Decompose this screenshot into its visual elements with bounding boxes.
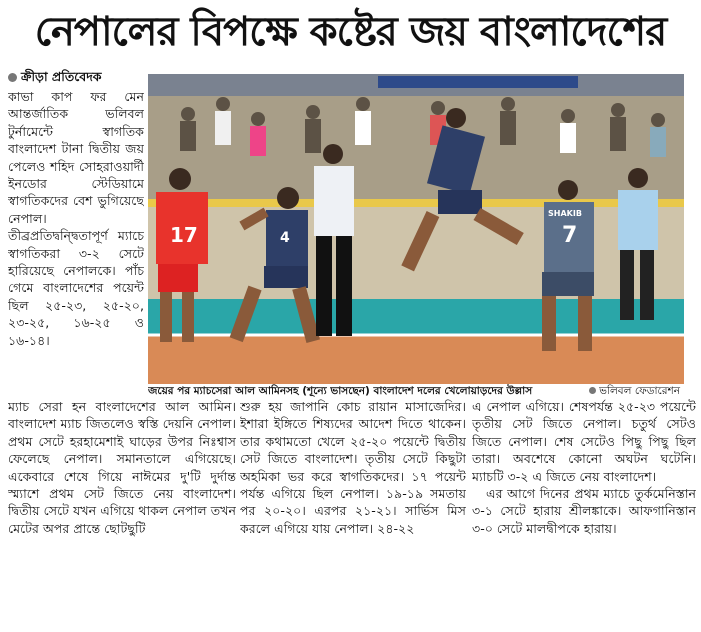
- article-paragraph: এ নেপাল এগিয়ে। শেষপর্যন্ত ২৫-২৩ পয়েন্টে তৃতীয় সেট জিতে নেপাল। চতুর্থ সেটও জিতে নেপাল। শেষ সেটেও পিছু পিছু ছিল তারা। অবশেষে কোনো অঘটন ঘটেনি। ম্যাচটি ৩-২ এ জিতে নেয় বাংলাদেশ।: [472, 399, 696, 484]
- article-paragraph: ম্যাচ সেরা হন বাংলাদেশের আল আমিন। বাংলাদেশ ম্যাচ জিতলেও স্বস্তি দেয়নি নেপাল। প্রথম সেটে হরহামেশাই ঘাড়ের উপর নিঃশ্বাস ফেলেছে নেপাল। সমানতালে এগিয়েছে। একেবারে শেষে গিয়ে নাঈমের দু'টি দুর্দান্ত স্ম্যাশে প্রথম সেট জিতে নেয় বাংলাদেশ। দ্বিতীয় সেটে যখন এগিয়ে থাকল নেপাল তখন মেটের অপর প্রান্তে ছোটছুটি: [8, 399, 236, 536]
- volleyball-celebration-photo: [148, 74, 684, 384]
- credit-text: ভলিবল ফেডারেশন: [599, 385, 680, 397]
- article-column-1: [8, 88, 144, 396]
- byline: [8, 68, 144, 86]
- jersey-number: 4: [280, 230, 290, 246]
- article-paragraph: এর আগে দিনের প্রথম ম্যাচে তুর্কমেনিস্তান ৩-১ সেটে হারায় শ্রীলঙ্কাকে। আফগানিস্তান ৩-০ সেটে মালদ্বীপকে হারায়।: [472, 486, 696, 536]
- photo-caption: [148, 384, 684, 398]
- article-paragraph: শুরু হয় জাপানি কোচ রায়ান মাসাজেদির। ইশারা ইঙ্গিতে শিষ্যদের আদেশ দিতে থাকেন। তার কথামতো খেলে ২৫-২০ পয়েন্টে দ্বিতীয় সেট জিতে বাংলাদেশ। তৃতীয় সেটে কিছুটা অহমিকা ভর করে স্বাগতিকদের। ১৭ পয়েন্ট পর্যন্ত এগিয়ে ছিল নেপাল। ১৯-১৯ সমতায় পর ২০-২০। এরপর ২১-২১। সার্ভিস মিস করলে এগিয়ে যায় নেপাল। ২৪-২২: [240, 399, 466, 536]
- jersey-number: 7: [562, 223, 578, 248]
- article-paragraph: কাভা কাপ ফর মেন আন্তর্জাতিক ভলিবল টুর্নামেন্টে স্বাগতিক বাংলাদেশ টানা দ্বিতীয় জয় পেলেও শহিদ সোহরাওয়ার্দী ইনডোর স্টেডিয়ামে স্বাগতিকদের বেশ ভুগিয়েছে নেপাল। তীব্রপ্রতিদ্বন্দ্বিতাপূর্ণ ম্যাচে স্বাগতিকরা ৩-২ সেটে হারিয়েছে নেপালকে। পাঁচ গেমে বাংলাদেশের পয়েন্ট ছিল ২৫-২৩, ২৫-২০, ২৩-২৫, ১৬-২৫ ও ১৬-১৪।: [8, 89, 144, 348]
- byline-text: ক্রীড়া প্রতিবেদক: [21, 69, 102, 84]
- article-column-1-continued: [8, 398, 236, 630]
- article-column-2: [240, 398, 466, 630]
- photo-credit: [589, 384, 680, 398]
- bullet-icon: [589, 387, 596, 394]
- bullet-icon: [8, 73, 17, 82]
- caption-text: জয়ের পর ম্যাচসেরা আল আমিনসহ (শূন্যে ভাসছেন) বাংলাদেশ দলের খেলোয়াড়দের উল্লাস: [148, 385, 533, 397]
- article-column-3: [472, 398, 696, 630]
- jersey-name: SHAKIB: [548, 209, 582, 218]
- jersey-number: 17: [170, 223, 198, 247]
- headline: নেপালের বিপক্ষে কষ্টের জয় বাংলাদেশের: [34, 9, 667, 55]
- news-photo: [148, 74, 684, 384]
